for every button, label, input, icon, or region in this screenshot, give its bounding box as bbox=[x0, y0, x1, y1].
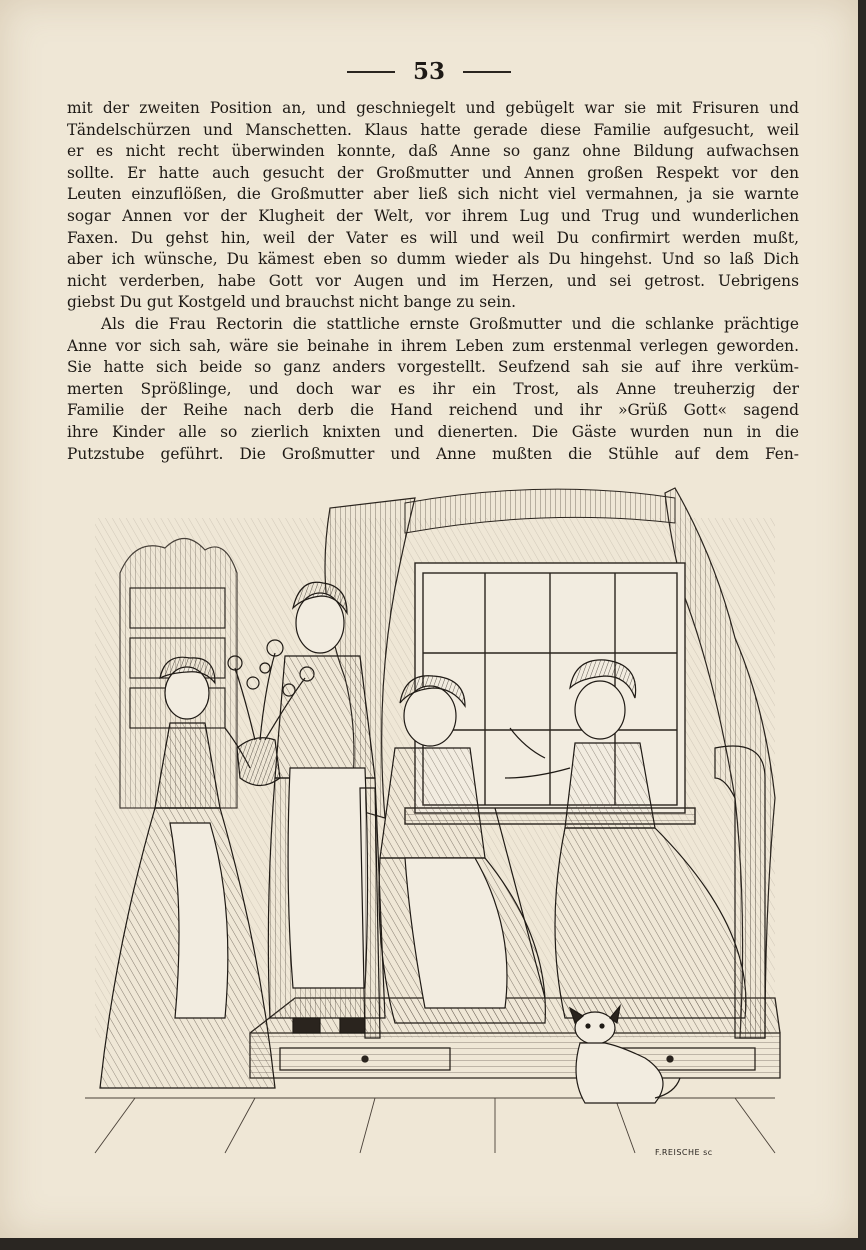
text-line: Leuten einzuflößen, die Großmutter aber ließ sich nicht viel vermahnen, ja sie warnte bbox=[67, 185, 799, 204]
text-line: Faxen. Du gehst hin, weil der Vater es will und weil Du confirmirt werden mußt, bbox=[67, 228, 799, 247]
text-line: giebst Du gut Kostgeld und brauchst nicht bange zu sein. bbox=[67, 293, 517, 312]
page-number: 53 bbox=[412, 58, 445, 85]
text-line: sollte. Er hatte auch gesucht der Großmutter und Annen großen Respekt vor den bbox=[67, 163, 799, 182]
text-line: mit der zweiten Position an, und geschniegelt und gebügelt war sie mit Frisuren und bbox=[67, 99, 799, 117]
engraver-signature: F.REISCHE sc bbox=[655, 1148, 713, 1157]
text-line: Putzstube geführt. Die Großmutter und Anne mußten die Stühle auf dem Fen- bbox=[67, 444, 799, 463]
text-line: sogar Annen vor der Klugheit der Welt, vor ihrem Lug und Trug und wunderlichen bbox=[67, 206, 799, 225]
text-line: merten Sprößlinge, und doch war es ihr ein Trost, als Anne treuherzig der bbox=[67, 379, 799, 398]
text-line: Anne vor sich sah, wäre sie beinahe in ihrem Leben zum erstenmal verlegen geworden. bbox=[67, 336, 799, 355]
text-line: Sie hatte sich beide so ganz anders vorgestellt. Seufzend sah sie auf ihre verküm- bbox=[67, 358, 799, 377]
text-line: aber ich wünsche, Du kämest eben so dumm wieder als Du hingehst. Und so laß Dich bbox=[67, 250, 799, 269]
engraving-illustration bbox=[75, 478, 795, 1158]
header-rule-left bbox=[347, 71, 395, 73]
page-header bbox=[0, 58, 858, 85]
header-rule-right bbox=[463, 71, 511, 73]
body-text bbox=[67, 98, 799, 465]
floorboards bbox=[85, 1098, 775, 1153]
text-line: Als die Frau Rectorin die stattliche ernste Großmutter und die schlanke prächtige bbox=[101, 314, 799, 333]
text-line: nicht verderben, habe Gott vor Augen und im Herzen, und sei getrost. Uebrigens bbox=[67, 271, 799, 290]
text-line: Familie der Reihe nach derb die Hand reichend und ihr »Grüß Gott« sagend bbox=[67, 401, 799, 420]
text-line: ihre Kinder alle so zierlich knixten und dienerten. Die Gäste wurden nun in die bbox=[67, 422, 799, 441]
text-line: Tändelschürzen und Manschetten. Klaus hatte gerade diese Familie aufgesucht, weil bbox=[67, 120, 799, 139]
text-line: er es nicht recht überwinden konnte, daß Anne so ganz ohne Bildung aufwachsen bbox=[67, 142, 799, 161]
